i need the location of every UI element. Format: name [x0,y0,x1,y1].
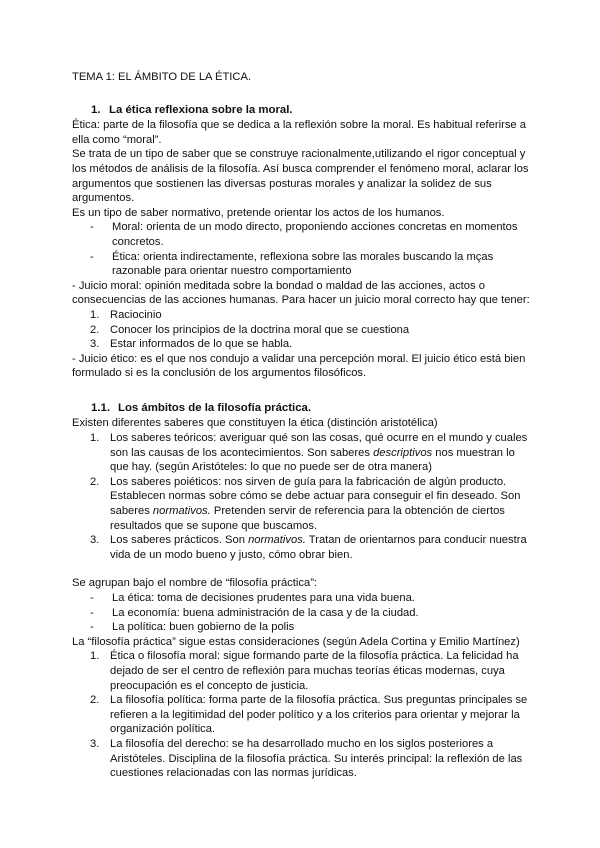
paragraph: La “filosofía práctica” sigue estas consideraciones (según Adela Cortina y Emilio Martínez) [72,635,520,648]
moral-ethics-list [72,220,534,278]
considerations-list [72,649,534,780]
saberes-list [72,431,534,562]
list-item-text: La filosofía política: forma parte de la filosofía práctica. Sus preguntas principales se refieren a la legitimidad del poder político y a los criterios para orientar y mejorar la organización política. [110,694,528,736]
spacer [72,562,534,576]
list-item-text: Estar informados de lo que se habla. [110,338,293,351]
list-item [72,308,534,323]
list-item [72,737,534,781]
list-item [72,649,534,693]
section-1-number: 1. [91,103,101,116]
list-item-text: Ética o filosofía moral: sigue formando parte de la filosofía práctica. La felicidad ha dejado de ser el centro de reflexión para muchas teorías éticas modernas, cuya preocupación es el concepto de justicia. [110,650,519,692]
moral-judgement-requirements [72,308,534,352]
emphasis: normativos. [152,505,211,518]
number-marker: 1. [90,650,100,663]
emphasis: normativos. [248,534,306,547]
list-item-text: Los saberes prácticos. Son [110,534,249,547]
list-item-text: La filosofía del derecho: se ha desarrollado mucho en los siglos posteriores a Aristóteles. Disciplina de la filosofía práctica. Su interés principal: la reflexión de las cuestiones relacionadas con las normas jurídicas. [110,737,523,780]
document-body [72,70,534,781]
list-item [72,220,534,249]
section-1-1-title: Los ámbitos de la filosofía práctica. [118,401,312,414]
section-1-title: La ética reflexiona sobre la moral. [109,103,293,116]
paragraph: - Juicio moral: opinión meditada sobre la bondad o maldad de las acciones, actos o consecuencias de las acciones humanas. Para hacer un juicio moral correcto hay que tener: [72,279,530,307]
number-marker: 1. [90,308,100,321]
list-item [72,323,534,338]
paragraph: Existen diferentes saberes que constituyen la ética (distinción aristotélica) [72,417,438,430]
list-item-text: La economía: buena administración de la casa y de la ciudad. [112,606,419,619]
paragraph: Se agrupan bajo el nombre de “filosofía práctica”: [72,577,318,590]
number-marker: 1. [90,432,100,445]
list-item-text: Tratan de orientarnos para conducir nuestra vida de un modo bueno y justo, cómo obrar bien. [110,534,527,561]
list-item-text: Ética: orienta indirectamente, reflexiona sobre las morales buscando la mças razonable para orientar nuestro comportamiento [112,250,494,278]
dash-marker: - [90,621,94,634]
number-marker: 2. [90,475,100,488]
section-1-1-heading [72,401,534,416]
list-item-text: La política: buen gobierno de la polis [112,621,295,634]
list-item [72,591,534,606]
list-item [72,431,534,475]
number-marker: 2. [90,323,100,336]
section-1-1-number: 1.1. [91,401,110,414]
list-item-text: nos muestran lo que hay. (según Aristóteles: lo que no puede ser de otra manera) [110,446,515,474]
dash-marker: - [90,250,94,263]
paragraph: Ética: parte de la filosofía que se dedica a la reflexión sobre la moral. Es habitual referirse a ella como “moral”. [72,119,526,146]
list-item-text: Conocer los principios de la doctrina moral que se cuestiona [110,323,410,336]
list-item [72,620,534,635]
list-item-text: Los saberes teóricos: averiguar qué son las cosas, qué ocurre en el mundo y cuales son las causas de los acontecimientos. Son saberes [110,432,528,459]
list-item [72,475,534,533]
emphasis: descriptivos [373,446,433,459]
number-marker: 2. [90,694,100,707]
paragraph: Se trata de un tipo de saber que se construye racionalmente,utilizando el rigor conceptual y los métodos de análisis de la filosofía. Así busca comprender el fenómeno moral, aclarar los argumentos que sostienen las diversas posturas morales y analizar la solidez de sus argumentos. [72,148,529,205]
paragraph: - Juicio ético: es el que nos condujo a validar una percepción moral. El juicio ético está bien formulado si es la conclusión de los argumentos filosóficos. [72,352,526,380]
list-item-text: Moral: orienta de un modo directo, proponiendo acciones concretas en momentos concretos. [112,221,518,248]
list-item-text: Raciocinio [110,308,162,321]
list-item-text: La ética: toma de decisiones prudentes para una vida buena. [112,592,415,604]
document-title: TEMA 1: EL ÁMBITO DE LA ÉTICA. [72,71,252,83]
list-item [72,693,534,737]
list-item [72,533,534,562]
paragraph: Es un tipo de saber normativo, pretende orientar los actos de los humanos. [72,206,445,219]
practical-philosophy-list [72,591,534,635]
number-marker: 3. [90,534,100,547]
number-marker: 3. [90,737,100,750]
list-item-text: Los saberes poiéticos: nos sirven de guía para la fabricación de algún producto. Establecen normas sobre cómo se debe actuar para conseguir el fin deseado. Son saberes [110,475,521,518]
number-marker: 3. [90,338,100,351]
list-item [72,337,534,352]
list-item-text: Pretenden servir de referencia para la obtención de ciertos resultados que se supone que buscamos. [110,505,505,532]
list-item [72,606,534,621]
dash-marker: - [90,592,94,604]
dash-marker: - [90,606,94,619]
section-1-heading [72,103,534,118]
list-item [72,250,534,279]
dash-marker: - [90,221,94,234]
